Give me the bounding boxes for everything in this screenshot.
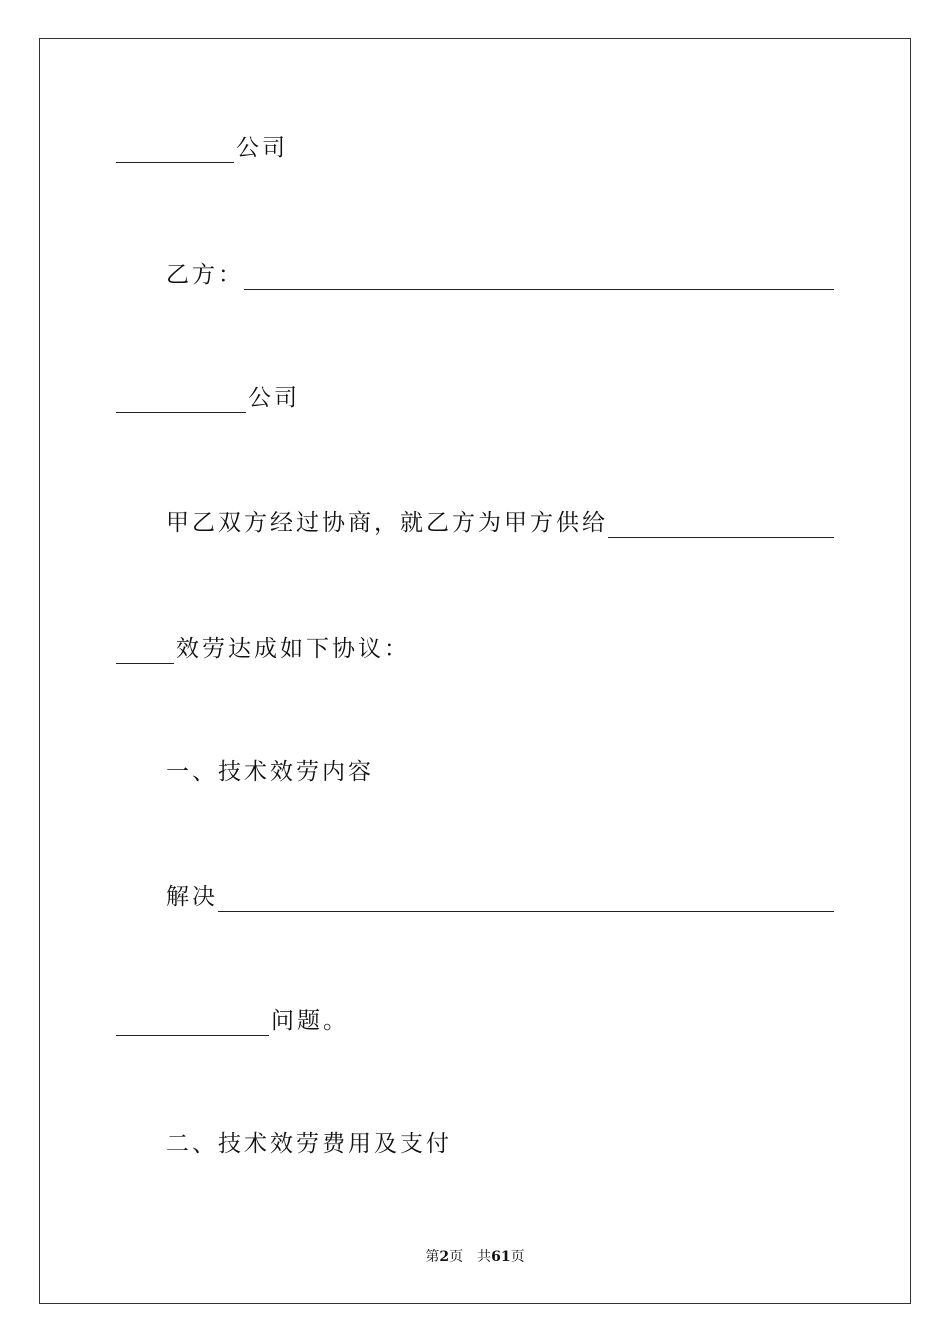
party-b-line (116, 260, 836, 290)
total-suffix: 页 (510, 1249, 525, 1265)
company-line-2 (116, 383, 836, 413)
agreement-continue-text: 效劳达成如下协议： (176, 636, 410, 662)
service-blank (608, 515, 834, 538)
solve-line (116, 882, 836, 912)
section-1-heading (116, 757, 836, 787)
agreement-intro-text: 甲乙双方经过协商，就乙方为甲方供给 (166, 510, 608, 536)
section-2-heading (116, 1129, 836, 1159)
solve-blank (218, 889, 834, 912)
page-prefix: 第 (425, 1249, 440, 1265)
agreement-continue-line (116, 634, 836, 664)
total-pages: 61 (491, 1249, 511, 1265)
page-footer (0, 1246, 950, 1266)
company-line-1 (116, 133, 836, 163)
section-1-title: 一、技术效劳内容 (166, 759, 374, 785)
page-border (39, 38, 911, 1304)
problem-line (116, 1006, 836, 1036)
company-suffix-1: 公司 (236, 135, 288, 161)
party-b-label: 乙方： (166, 262, 244, 288)
blank-field (116, 140, 234, 163)
page-number: 2 (439, 1249, 450, 1265)
problem-suffix: 问题。 (271, 1008, 349, 1034)
page-suffix: 页 (449, 1249, 464, 1265)
blank-field (116, 641, 174, 664)
agreement-intro-line (116, 508, 836, 538)
total-prefix: 共 (477, 1249, 492, 1265)
section-2-title: 二、技术效劳费用及支付 (166, 1131, 452, 1157)
company-suffix-2: 公司 (248, 385, 300, 411)
solve-prefix: 解决 (166, 884, 218, 910)
party-b-blank (244, 267, 834, 290)
blank-field (116, 1013, 269, 1036)
blank-field (116, 390, 246, 413)
